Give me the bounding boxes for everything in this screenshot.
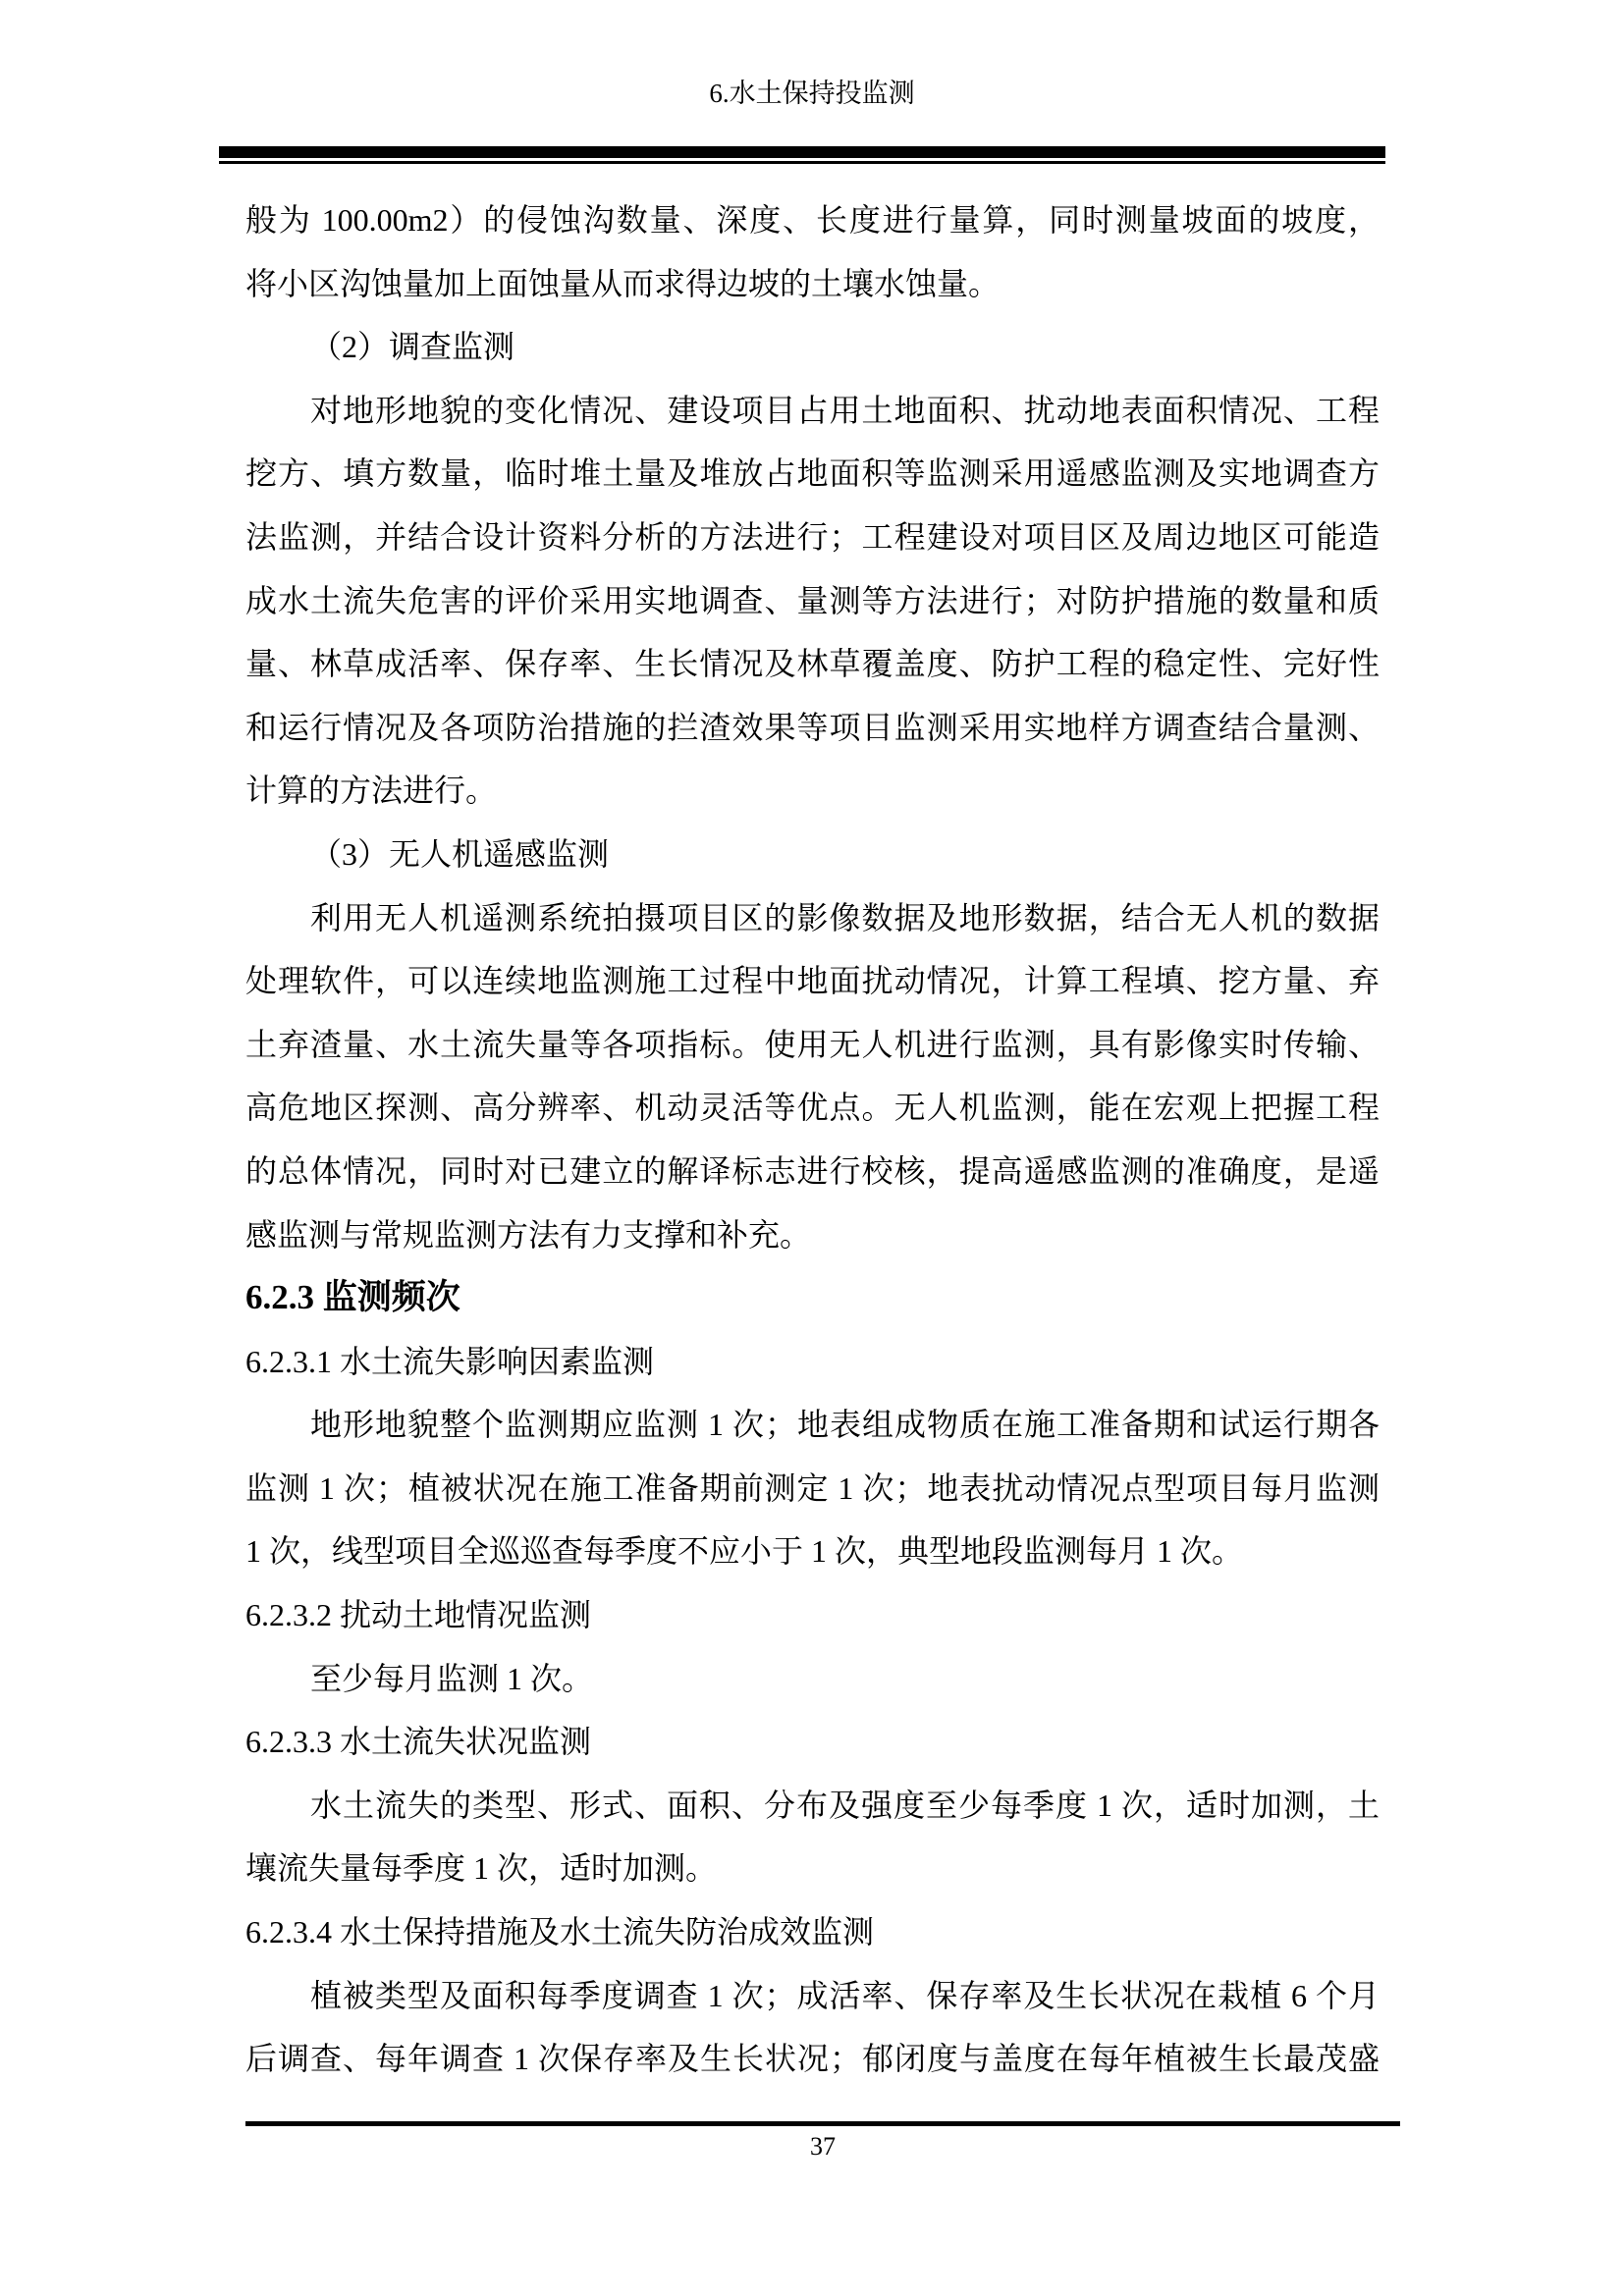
text-line: 1 次，线型项目全巡巡查每季度不应小于 1 次，典型地段监测每月 1 次。 — [245, 1533, 1244, 1570]
text-line: 将小区沟蚀量加上面蚀量从而求得边坡的土壤水蚀量。 — [245, 265, 1001, 301]
text-line: 水土流失的类型、形式、面积、分布及强度至少每季度 1 次，适时加测，土 — [310, 1787, 1380, 1823]
text-line: 利用无人机遥测系统拍摄项目区的影像数据及地形数据，结合无人机的数据 — [310, 899, 1380, 935]
subsection-heading-6-2-3-3: 6.2.3.3 水土流失状况监测 — [245, 1724, 592, 1760]
text-line: 挖方、填方数量，临时堆土量及堆放占地面积等监测采用遥感监测及实地调查方 — [245, 455, 1380, 492]
subsection-heading-6-2-3-1: 6.2.3.1 水土流失影响因素监测 — [245, 1343, 655, 1379]
text-line: 感监测与常规监测方法有力支撑和补充。 — [245, 1216, 812, 1253]
text-line: 监测 1 次；植被状况在施工准备期前测定 1 次；地表扰动情况点型项目每月监测 — [245, 1469, 1380, 1506]
text-line: 后调查、每年调查 1 次保存率及生长状况；郁闭度与盖度在每年植被生长最茂盛 — [245, 2041, 1380, 2077]
subsection-heading-6-2-3-4: 6.2.3.4 水土保持措施及水土流失防治成效监测 — [245, 1914, 875, 1950]
text-line: 成水土流失危害的评价采用实地调查、量测等方法进行；对防护措施的数量和质 — [245, 582, 1380, 618]
header-rule-thin-line — [219, 161, 1385, 164]
subsection-heading-6-2-3-2: 6.2.3.2 扰动土地情况监测 — [245, 1597, 592, 1633]
text-line: 地形地貌整个监测期应监测 1 次；地表组成物质在施工准备期和试运行期各 — [310, 1407, 1380, 1443]
text-line: 土弃渣量、水土流失量等各项指标。使用无人机进行监测，具有影像实时传输、 — [245, 1026, 1380, 1062]
footer-rule — [245, 2121, 1400, 2126]
text-line: （3）无人机遥感监测 — [310, 835, 610, 872]
page-header-title: 6.水土保持投监测 — [709, 79, 915, 108]
text-line: 壤流失量每季度 1 次，适时加测。 — [245, 1850, 718, 1887]
page-number: 37 — [810, 2132, 836, 2161]
text-line: 般为 100.00m2）的侵蚀沟数量、深度、长度进行量算，同时测量坡面的坡度， — [245, 202, 1380, 238]
text-line: 和运行情况及各项防治措施的拦渣效果等项目监测采用实地样方调查结合量测、 — [245, 709, 1380, 745]
section-heading-6-2-3: 6.2.3 监测频次 — [245, 1278, 460, 1317]
text-line: （2）调查监测 — [310, 329, 515, 365]
header-rule — [219, 146, 1385, 164]
document-body — [245, 188, 1380, 2091]
text-line: 的总体情况，同时对已建立的解译标志进行校核，提高遥感监测的准确度，是遥 — [245, 1152, 1380, 1189]
text-line: 量、林草成活率、保存率、生长情况及林草覆盖度、防护工程的稳定性、完好性 — [245, 646, 1380, 682]
text-line: 计算的方法进行。 — [245, 773, 498, 809]
text-line: 处理软件，可以连续地监测施工过程中地面扰动情况，计算工程填、挖方量、弃 — [245, 963, 1380, 999]
header-rule-thick-line — [219, 146, 1385, 158]
text-line: 法监测，并结合设计资料分析的方法进行；工程建设对项目区及周边地区可能造 — [245, 518, 1380, 555]
text-line: 对地形地貌的变化情况、建设项目占用土地面积、扰动地表面积情况、工程 — [310, 392, 1380, 428]
text-line: 高危地区探测、高分辨率、机动灵活等优点。无人机监测，能在宏观上把握工程 — [245, 1090, 1380, 1126]
text-line: 至少每月监测 1 次。 — [310, 1660, 594, 1696]
text-line: 植被类型及面积每季度调查 1 次；成活率、保存率及生长状况在栽植 6 个月 — [310, 1977, 1380, 2013]
